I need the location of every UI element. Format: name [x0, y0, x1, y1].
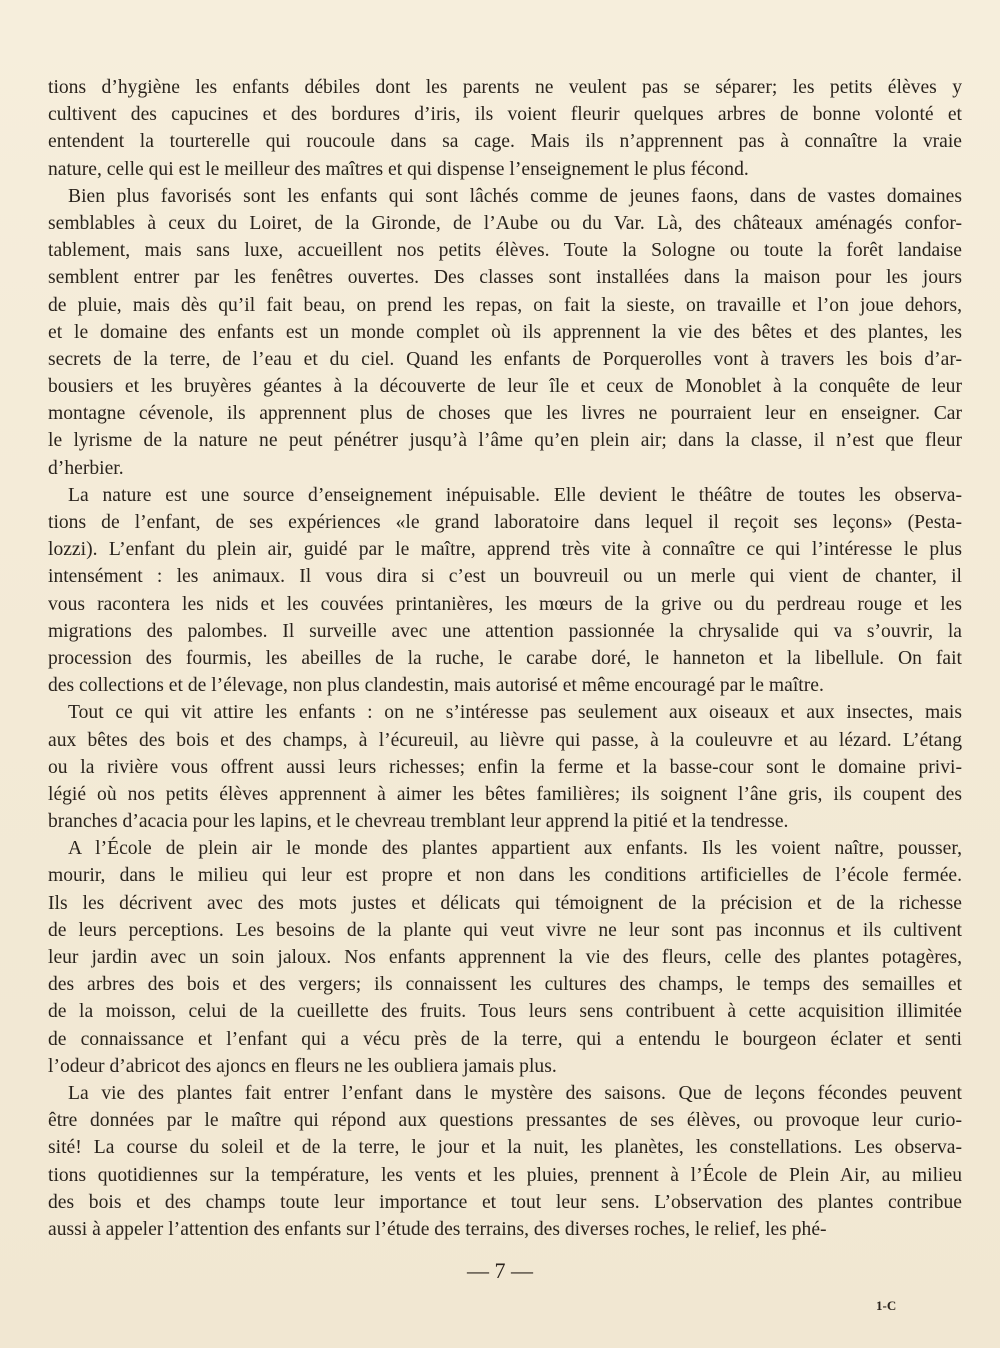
text-line: cultivent des capucines et des bordures d’iris, ils voient fleurir quelques arbres de bonne volonté et — [48, 104, 962, 126]
text-line: semblables à ceux du Loiret, de la Gironde, de l’Aube ou du Var. Là, des châteaux aménagés confor- — [48, 212, 962, 234]
body-text — [48, 74, 962, 1243]
paragraph — [48, 183, 962, 482]
text-line: l’odeur d’abricot des ajoncs en fleurs ne les oubliera jamais plus. — [48, 1055, 557, 1077]
text-line: tablement, mais sans luxe, accueillent nos petits élèves. Toute la Sologne ou toute la forêt landaise — [48, 240, 962, 262]
text-line: secrets de la terre, de l’eau et du ciel. Quand les enfants de Porquerolles vont à travers les bois d’ar- — [48, 348, 962, 370]
text-line: aux bêtes des bois et des champs, à l’écureuil, au lièvre qui passe, à la couleuvre et au lézard. L’étang — [48, 729, 962, 751]
text-line: semblent entrer par les fenêtres ouvertes. Des classes sont installées dans la maison pour les jours — [48, 267, 962, 289]
text-line: sité! La course du soleil et de la terre, le jour et la nuit, les planètes, les constellations. Les observa- — [48, 1137, 962, 1159]
paragraph — [48, 1080, 962, 1243]
text-line: de pluie, mais dès qu’il fait beau, on prend les repas, on fait la sieste, on travaille et l’on joue dehors, — [48, 294, 962, 316]
text-line: intensément : les animaux. Il vous dira si c’est un bouvreuil ou un merle qui vient de chanter, il — [48, 566, 962, 588]
text-line: des collections et de l’élevage, non plus clandestin, mais autorisé et même encouragé par le maître. — [48, 675, 824, 697]
text-line: des arbres des bois et des vergers; ils connaissent les cultures des champs, le temps des semailles et — [48, 974, 962, 996]
text-line: tions quotidiennes sur la température, les vents et les pluies, prennent à l’École de Plein Air, au milieu — [48, 1164, 962, 1186]
paragraph — [48, 482, 962, 700]
text-line: bousiers et les bruyères géantes à la découverte de leur île et ceux de Monoblet à la conquête de leur — [48, 376, 962, 398]
text-line: montagne cévenole, ils apprennent plus de choses que les livres ne pourraient leur en enseigner. Car — [48, 403, 962, 425]
text-line: aussi à appeler l’attention des enfants sur l’étude des terrains, des diverses roches, le relief, les phé- — [48, 1218, 827, 1240]
text-line: leur jardin avec un soin jaloux. Nos enfants apprennent la vie des fleurs, celle des plantes potagères, — [48, 947, 962, 968]
text-line: légié où nos petits élèves apprennent à aimer les bêtes familières; ils soignent l’âne gris, ils coupent des — [48, 783, 962, 805]
text-line: procession des fourmis, les abeilles de la ruche, le carabe doré, le hanneton et la libellule. On fait — [48, 647, 962, 669]
text-line: A l’École de plein air le monde des plantes appartient aux enfants. Ils les voient naître, pousser, — [68, 838, 962, 860]
text-line: être données par le maître qui répond aux questions pressantes de ses élèves, ou provoque leur curio- — [48, 1110, 962, 1132]
text-line: mourir, dans le milieu qui leur est propre et non dans les conditions artificielles de l’école fermée. — [48, 865, 962, 887]
text-line: de leurs perceptions. Les besoins de la plante qui veut vivre ne leur sont pas inconnus et ils cultivent — [48, 919, 962, 941]
text-line: lozzi). L’enfant du plein air, guidé par le maître, apprend très vite à connaître ce qui l’intéresse le plus — [48, 539, 962, 561]
text-line: tions d’hygiène les enfants débiles dont les parents ne veulent pas se séparer; les petits élèves y — [48, 77, 962, 98]
text-line: de connaissance et l’enfant qui a vécu près de la terre, qui a entendu le bourgeon éclater et senti — [48, 1028, 962, 1050]
text-line: le lyrisme de la nature ne peut pénétrer jusqu’à l’âme qu’en plein air; dans la classe, il n’est que fleur — [48, 430, 962, 452]
text-line: nature, celle qui est le meilleur des maîtres et qui dispense l’enseignement le plus fécond. — [48, 158, 749, 180]
text-line: branches d’acacia pour les lapins, et le chevreau tremblant leur apprend la pitié et la tendresse. — [48, 811, 789, 833]
text-line: tions de l’enfant, de ses expériences «le grand laboratoire dans lequel il reçoit ses leçons» (Pesta- — [48, 512, 962, 533]
text-line: La nature est une source d’enseignement inépuisable. Elle devient le théâtre de toutes les observa- — [68, 484, 962, 506]
text-line: des bois et des champs toute leur importance et tout leur sens. L’observation des plantes contribue — [48, 1191, 962, 1213]
text-line: Ils les décrivent avec des mots justes et délicats qui témoignent de la précision et de la richesse — [48, 892, 962, 914]
text-line: Bien plus favorisés sont les enfants qui sont lâchés comme de jeunes faons, dans de vastes domaines — [68, 185, 962, 207]
paragraph — [48, 835, 962, 1080]
text-line: entendent la tourterelle qui roucoule dans sa cage. Mais ils n’apprennent pas à connaître la vraie — [48, 131, 962, 153]
text-line: de la moisson, celui de la cueillette des fruits. Tous leurs sens contribuent à cette acquisition illimitée — [48, 1001, 962, 1023]
paragraph — [48, 74, 962, 183]
text-line: ou la rivière vous offrent aussi leurs richesses; enfin la ferme et la basse-cour sont le domaine privi- — [48, 756, 962, 778]
text-line: migrations des palombes. Il surveille avec une attention passionnée la chrysalide qui va s’ouvrir, la — [48, 620, 962, 642]
text-line: vous racontera les nids et les couvées printanières, les mœurs de la grive ou du perdreau rouge et les — [48, 593, 962, 615]
page-number: — 7 — — [467, 1258, 533, 1283]
text-line: d’herbier. — [48, 457, 124, 479]
signature-mark: 1-C — [876, 1298, 897, 1313]
text-line: Tout ce qui vit attire les enfants : on ne s’intéresse pas seulement aux oiseaux et aux insectes, mais — [68, 702, 962, 724]
text-line: et le domaine des enfants est un monde complet où ils apprennent la vie des bêtes et des plantes, les — [48, 321, 962, 343]
text-line: La vie des plantes fait entrer l’enfant dans le mystère des saisons. Que de leçons fécondes peuvent — [68, 1082, 962, 1104]
paragraph — [48, 699, 962, 835]
